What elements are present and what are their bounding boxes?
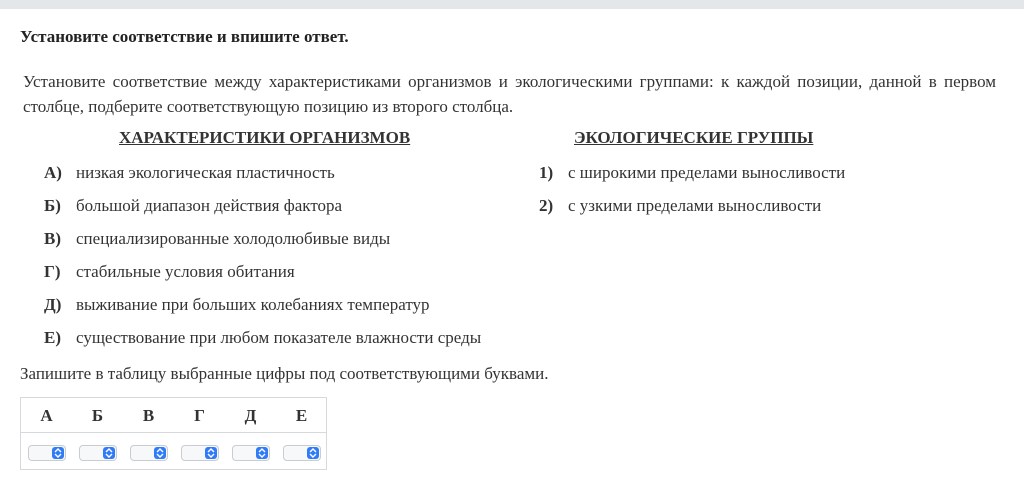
answer-table-header xyxy=(21,398,326,433)
right-column-heading: ЭКОЛОГИЧЕСКИЕ ГРУППЫ xyxy=(574,128,814,147)
answer-select-b[interactable] xyxy=(79,445,117,461)
item-text: низкая экологическая пластичность xyxy=(76,163,335,182)
column-header-e: Е xyxy=(295,406,308,425)
top-bar xyxy=(0,0,1024,9)
left-column-heading: ХАРАКТЕРИСТИКИ ОРГАНИЗМОВ xyxy=(119,128,411,147)
item-letter: Е) xyxy=(44,328,61,347)
item-letter: Г) xyxy=(44,262,61,281)
item-text: специализированные холодолюбивые виды xyxy=(76,229,391,248)
item-number: 1) xyxy=(539,163,554,182)
column-header-g: Г xyxy=(194,406,205,425)
column-header-v: В xyxy=(142,406,155,425)
item-letter: В) xyxy=(44,229,61,248)
answer-select-e[interactable] xyxy=(283,445,321,461)
answer-select-v[interactable] xyxy=(130,445,168,461)
item-letter: А) xyxy=(44,163,62,182)
item-text: выживание при больших колебаниях температур xyxy=(76,295,430,314)
answer-table xyxy=(20,397,327,470)
item-text: с узкими пределами выносливости xyxy=(568,196,822,215)
item-letter: Д) xyxy=(44,295,62,314)
item-text: стабильные условия обитания xyxy=(76,262,295,281)
answer-select-d[interactable] xyxy=(232,445,270,461)
select-arrows-icon xyxy=(154,447,166,459)
select-arrows-icon xyxy=(256,447,268,459)
select-arrows-icon xyxy=(307,447,319,459)
column-header-b: Б xyxy=(91,406,104,425)
select-arrows-icon xyxy=(103,447,115,459)
instruction-text: Запишите в таблицу выбранные цифры под соответствующими буквами. xyxy=(20,364,549,383)
select-arrows-icon xyxy=(205,447,217,459)
item-text: большой диапазон действия фактора xyxy=(76,196,343,215)
column-header-a: А xyxy=(40,406,53,425)
item-text: с широкими пределами выносливости xyxy=(568,163,846,182)
column-header-d: Д xyxy=(244,406,257,425)
answer-select-a[interactable] xyxy=(28,445,66,461)
item-letter: Б) xyxy=(44,196,61,215)
task-title: Установите соответствие и впишите ответ. xyxy=(20,27,349,46)
item-number: 2) xyxy=(539,196,554,215)
item-text: существование при любом показателе влажности среды xyxy=(76,328,482,347)
task-description: Установите соответствие между характеристиками организмов и экологическими группами: к каждой позиции, данной в первом столбце, подберите соответствующую позицию из второго столбца. xyxy=(23,72,996,116)
answer-select-g[interactable] xyxy=(181,445,219,461)
select-arrows-icon xyxy=(52,447,64,459)
